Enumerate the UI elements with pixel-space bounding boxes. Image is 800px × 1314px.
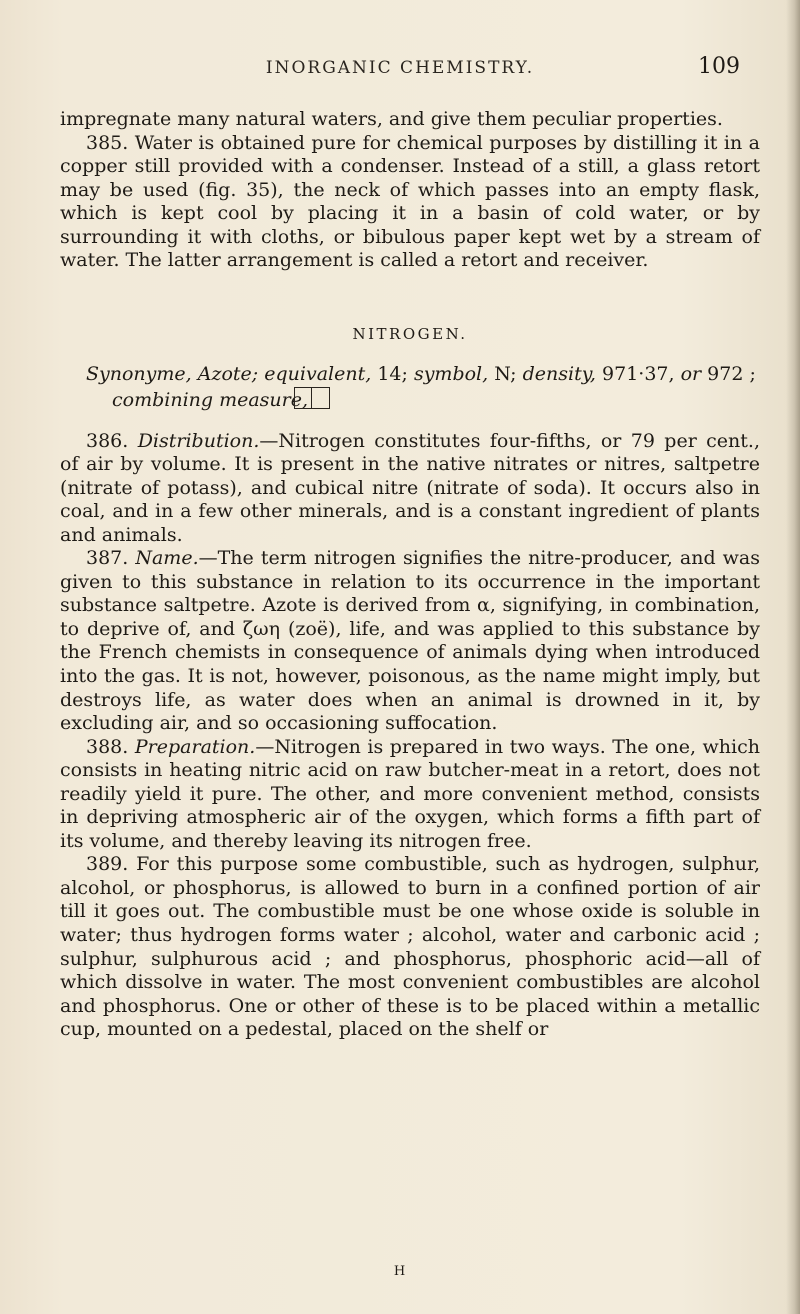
body-text xyxy=(60,108,760,1042)
paragraph-title: Distribution. xyxy=(137,429,260,452)
paragraph-387 xyxy=(60,547,760,735)
synonyme-value: Azote; xyxy=(197,363,259,386)
paragraph-title: Preparation. xyxy=(134,735,256,758)
paragraph-386 xyxy=(60,430,760,548)
combining-measure-icon xyxy=(320,387,338,416)
paragraph-number: 386. xyxy=(86,429,129,452)
density-alt: 972 ; xyxy=(707,363,756,386)
synonyme-line xyxy=(86,363,760,415)
section-heading: NITROGEN. xyxy=(352,324,468,343)
equivalent-label: equivalent, xyxy=(264,363,372,386)
density-value: 971·37, xyxy=(602,363,675,386)
paragraph-body: —Nitrogen is prepared in two ways. The one, which consists in heating nitric acid on raw butcher-meat in a retort, does not readily yield it pure. The other, and more convenient method, consists in depriving atmospheric air of the oxygen, which forms a fifth part of its volume, and thereby leaving its nitrogen free. xyxy=(60,735,760,852)
signature-mark: H xyxy=(393,1264,407,1279)
paragraph-continuation: impregnate many natural waters, and give them peculiar properties. xyxy=(60,108,723,130)
symbol-label: symbol, xyxy=(413,363,489,386)
paragraph-388 xyxy=(60,736,760,854)
paragraph-body: —Nitrogen constitutes four-fifths, or 79 per cent., of air by volume. It is present in the native nitrates or nitres, saltpetre (nitrate of potass), and cubical nitre (nitrate of soda). It occurs also in coal, and in a few other minerals, and is a constant ingredient of plants and animals. xyxy=(60,429,760,546)
paragraph-number: 388. xyxy=(86,735,129,758)
paragraph-389: 389. For this purpose some combustible, such as hydrogen, sulphur, alcohol, or phosphorus, is allowed to burn in a confined portion of air till it goes out. The combustible must be one whose oxide is soluble in water; thus hydrogen forms water ; alcohol, water and carbonic acid ; sulphur, sulphurous acid ; and phosphorus, phosphoric acid—all of which dissolve in water. The most convenient combustibles are alcohol and phosphorus. One or other of these is to be placed within a metallic cup, mounted on a pedestal, placed on the shelf or xyxy=(60,853,760,1041)
density-label: density, xyxy=(522,363,596,386)
page-header xyxy=(0,54,800,84)
symbol-value: N; xyxy=(494,363,517,386)
synonyme-label: Synonyme, xyxy=(86,363,192,386)
paragraph-385: 385. Water is obtained pure for chemical purposes by distilling it in a copper still provided with a condenser. Instead of a still, a glass retort may be used (fig. 35), the neck of which passes into an empty flask, which is kept cool by placing it in a basin of cold water, or by surrounding it with cloths, or bibulous paper kept wet by a stream of water. The latter arrangement is called a retort and receiver. xyxy=(60,131,760,272)
equivalent-value: 14; xyxy=(377,363,408,386)
page-edge-shadow xyxy=(786,0,800,1314)
running-title: INORGANIC CHEMISTRY. xyxy=(265,58,535,78)
paragraph-body: —The term nitrogen signifies the nitre-producer, and was given to this substance in relation to its occurrence in the important substance saltpetre. Azote is derived from α, signifying, in combination, to deprive of, and ζωη (zoë), life, and was applied to this substance by the French chemists in consequence of animals dying when introduced into the gas. It is not, however, poisonous, as the name might imply, but destroys life, as water does when an animal is drowned in it, by excluding air, and so occasioning suffocation. xyxy=(60,547,760,735)
paragraph-number: 387. xyxy=(86,547,129,570)
measure-label: combining measure, xyxy=(112,388,309,411)
page-number: 109 xyxy=(698,54,740,79)
or-text: or xyxy=(680,363,702,386)
paragraph-title: Name. xyxy=(135,547,199,570)
